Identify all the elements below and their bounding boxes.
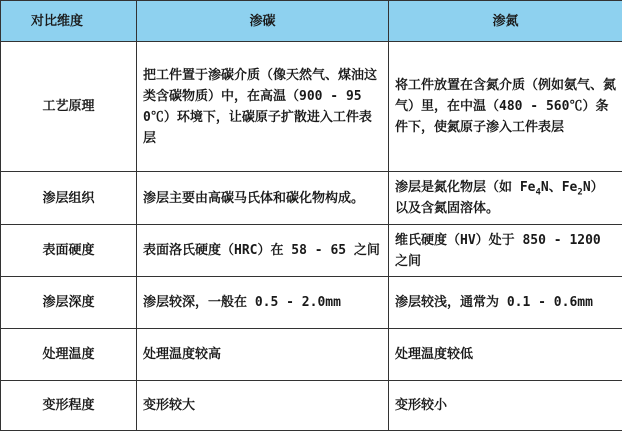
row-carburizing: 变形较大 <box>137 381 389 431</box>
table-row <box>1 381 622 431</box>
text-segment: N、Fe <box>541 180 577 195</box>
table-row <box>1 277 622 329</box>
table-row <box>1 42 622 172</box>
row-dimension: 工艺原理 <box>1 42 137 172</box>
row-dimension: 处理温度 <box>1 329 137 381</box>
table-row <box>1 329 622 381</box>
row-nitriding: 将工件放置在含氮介质（例如氨气、氮气）里，在中温（480 - 560℃）条件下，使氮原子渗入工件表层 <box>389 42 622 172</box>
row-nitriding: 维氏硬度（HV）处于 850 - 1200 之间 <box>389 225 622 277</box>
row-nitriding: 渗层较浅，通常为 0.1 - 0.6mm <box>389 277 622 329</box>
row-dimension: 渗层组织 <box>1 172 137 225</box>
text-segment: 渗层是氮化物层（如 Fe <box>395 180 535 195</box>
row-carburizing: 把工件置于渗碳介质（像天然气、煤油这类含碳物质）中，在高温（900 - 950℃）环境下，让碳原子扩散进入工件表层 <box>137 42 389 172</box>
row-carburizing: 表面洛氏硬度（HRC）在 58 - 65 之间 <box>137 225 389 277</box>
header-carburizing: 渗碳 <box>137 1 389 42</box>
row-dimension: 表面硬度 <box>1 225 137 277</box>
subscript: 4 <box>535 188 540 198</box>
row-nitriding: 处理温度较低 <box>389 329 622 381</box>
header-dimension: 对比维度 <box>1 1 137 42</box>
header-nitriding: 渗氮 <box>389 1 622 42</box>
row-dimension: 渗层深度 <box>1 277 137 329</box>
text-segment: N）以及含氮固溶体。 <box>395 180 604 216</box>
table-row <box>1 225 622 277</box>
row-dimension: 变形程度 <box>1 381 137 431</box>
row-nitriding <box>389 172 622 225</box>
row-carburizing: 处理温度较高 <box>137 329 389 381</box>
subscript: 2 <box>577 188 582 198</box>
row-nitriding: 变形较小 <box>389 381 622 431</box>
row-carburizing: 渗层主要由高碳马氏体和碳化物构成。 <box>137 172 389 225</box>
row-carburizing: 渗层较深，一般在 0.5 - 2.0mm <box>137 277 389 329</box>
table-row <box>1 172 622 225</box>
table-header-row <box>1 1 622 42</box>
